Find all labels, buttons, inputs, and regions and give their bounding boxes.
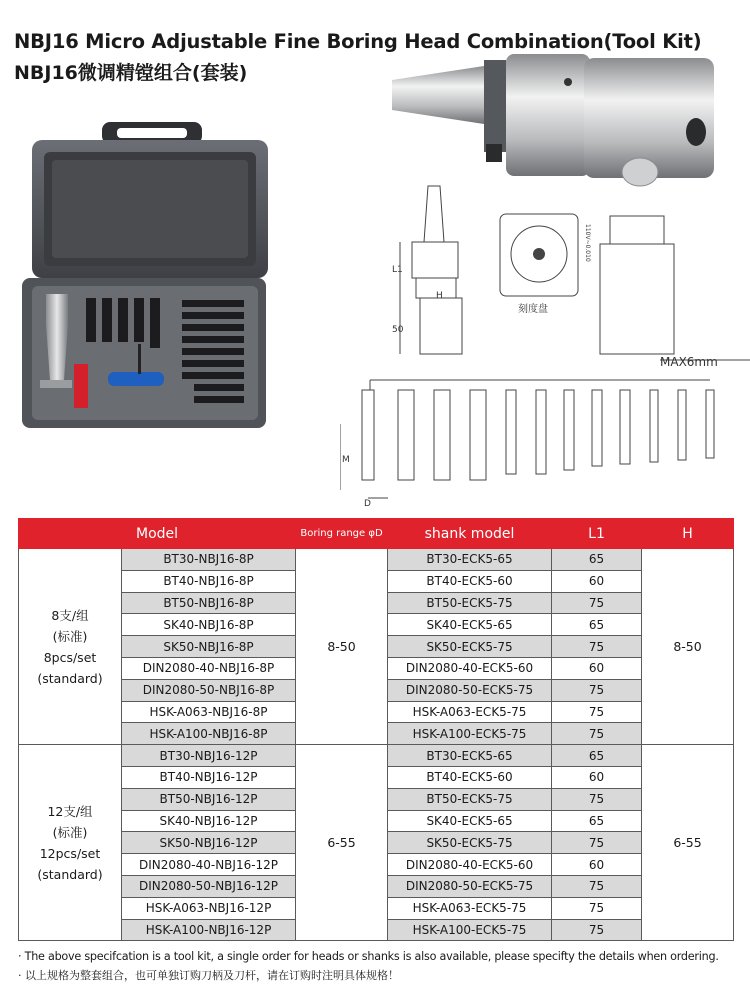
model-cell: HSK-A063-NBJ16-8P xyxy=(122,701,296,723)
shank-model-cell: HSK-A063-ECK5-75 xyxy=(388,701,552,723)
model-cell: DIN2080-40-NBJ16-8P xyxy=(122,657,296,679)
model-cell: BT50-NBJ16-8P xyxy=(122,592,296,614)
model-cell: DIN2080-40-NBJ16-12P xyxy=(122,854,296,876)
model-cell: SK40-NBJ16-8P xyxy=(122,614,296,636)
set-size-line: 12pcs/set xyxy=(39,845,101,861)
shank-model-cell: DIN2080-40-ECK5-60 xyxy=(388,657,552,679)
l1-cell: 60 xyxy=(552,570,642,592)
l1-cell: 65 xyxy=(552,810,642,832)
l1-cell: 75 xyxy=(552,592,642,614)
model-cell: DIN2080-50-NBJ16-12P xyxy=(122,875,296,897)
header-shank-model: shank model xyxy=(388,519,552,549)
l1-cell: 60 xyxy=(552,854,642,876)
spec-table xyxy=(18,518,734,941)
boring-range-cell: 6-55 xyxy=(296,745,388,941)
set-size-line: 8pcs/set xyxy=(43,649,97,665)
h-cell: 8-50 xyxy=(642,549,734,745)
l1-cell: 65 xyxy=(552,549,642,571)
dim-d-label: D xyxy=(364,499,371,509)
shank-model-cell: BT40-ECK5-60 xyxy=(388,570,552,592)
model-cell: SK40-NBJ16-12P xyxy=(122,810,296,832)
shank-model-cell: HSK-A100-ECK5-75 xyxy=(388,919,552,941)
model-cell: HSK-A100-NBJ16-8P xyxy=(122,723,296,745)
table-row xyxy=(19,745,734,767)
shank-model-cell: DIN2080-40-ECK5-60 xyxy=(388,854,552,876)
shank-model-cell: SK40-ECK5-65 xyxy=(388,614,552,636)
header-l1: L1 xyxy=(552,519,642,549)
title-chinese: NBJ16微调精镗组合(套装) xyxy=(14,62,248,84)
dim-50-label: 50 xyxy=(392,325,404,335)
header-model: Model xyxy=(19,519,296,549)
table-row xyxy=(19,549,734,571)
model-cell: DIN2080-50-NBJ16-8P xyxy=(122,679,296,701)
l1-cell: 65 xyxy=(552,614,642,636)
set-size-line: (standard) xyxy=(37,866,103,882)
set-size-line: (standard) xyxy=(37,670,103,686)
shank-model-cell: DIN2080-50-ECK5-75 xyxy=(388,875,552,897)
shank-model-cell: SK50-ECK5-75 xyxy=(388,832,552,854)
tool-kit-case-image xyxy=(22,118,284,436)
note-english: · The above specifcation is a tool kit, a single order for heads or shanks is also available, please specifty the details when ordering. xyxy=(18,950,719,963)
shank-model-cell: SK50-ECK5-75 xyxy=(388,636,552,658)
h-cell: 6-55 xyxy=(642,745,734,941)
dial-label: 刻度盘 xyxy=(518,304,548,315)
set-size-line: 8支/组 xyxy=(51,607,89,623)
dim-m-label: M xyxy=(342,455,350,465)
set-size-cell xyxy=(19,549,122,745)
shank-model-cell: BT50-ECK5-75 xyxy=(388,788,552,810)
max-label: MAX6mm xyxy=(660,355,718,369)
l1-cell: 75 xyxy=(552,875,642,897)
header-boring-range: Boring range φD xyxy=(296,519,388,549)
set-size-line: (标准) xyxy=(52,824,88,840)
model-cell: SK50-NBJ16-12P xyxy=(122,832,296,854)
l1-cell: 60 xyxy=(552,657,642,679)
shank-model-cell: DIN2080-50-ECK5-75 xyxy=(388,679,552,701)
l1-cell: 75 xyxy=(552,788,642,810)
set-size-line: 12支/组 xyxy=(47,803,93,819)
shank-model-cell: BT40-ECK5-60 xyxy=(388,766,552,788)
set-size-line: (标准) xyxy=(52,628,88,644)
set-size-cell xyxy=(19,745,122,941)
l1-cell: 75 xyxy=(552,679,642,701)
l1-cell: 60 xyxy=(552,766,642,788)
shank-model-cell: SK40-ECK5-65 xyxy=(388,810,552,832)
note-chinese: · 以上规格为整套组合，也可单独订购刀柄及刀杆，请在订购时注明具体规格！ xyxy=(18,969,399,982)
dim-h-label: H xyxy=(436,291,443,301)
shank-model-cell: BT50-ECK5-75 xyxy=(388,592,552,614)
l1-cell: 75 xyxy=(552,897,642,919)
technical-drawing xyxy=(340,180,750,510)
l1-cell: 75 xyxy=(552,723,642,745)
l1-cell: 65 xyxy=(552,745,642,767)
shank-model-cell: BT30-ECK5-65 xyxy=(388,745,552,767)
model-cell: SK50-NBJ16-8P xyxy=(122,636,296,658)
shank-model-cell: HSK-A100-ECK5-75 xyxy=(388,723,552,745)
model-cell: BT30-NBJ16-12P xyxy=(122,745,296,767)
tolerance-label: 110V~0.010 xyxy=(584,224,591,262)
model-cell: BT40-NBJ16-12P xyxy=(122,766,296,788)
header-h: H xyxy=(642,519,734,549)
l1-cell: 75 xyxy=(552,636,642,658)
l1-cell: 75 xyxy=(552,919,642,941)
table-header-row xyxy=(19,519,734,549)
model-cell: BT30-NBJ16-8P xyxy=(122,549,296,571)
model-cell: BT40-NBJ16-8P xyxy=(122,570,296,592)
title-english: NBJ16 Micro Adjustable Fine Boring Head Combination(Tool Kit) xyxy=(14,30,702,53)
model-cell: HSK-A100-NBJ16-12P xyxy=(122,919,296,941)
model-cell: HSK-A063-NBJ16-12P xyxy=(122,897,296,919)
shank-model-cell: BT30-ECK5-65 xyxy=(388,549,552,571)
l1-cell: 75 xyxy=(552,701,642,723)
shank-model-cell: HSK-A063-ECK5-75 xyxy=(388,897,552,919)
model-cell: BT50-NBJ16-12P xyxy=(122,788,296,810)
l1-cell: 75 xyxy=(552,832,642,854)
dim-l1-label: L1 xyxy=(392,265,403,275)
boring-range-cell: 8-50 xyxy=(296,549,388,745)
